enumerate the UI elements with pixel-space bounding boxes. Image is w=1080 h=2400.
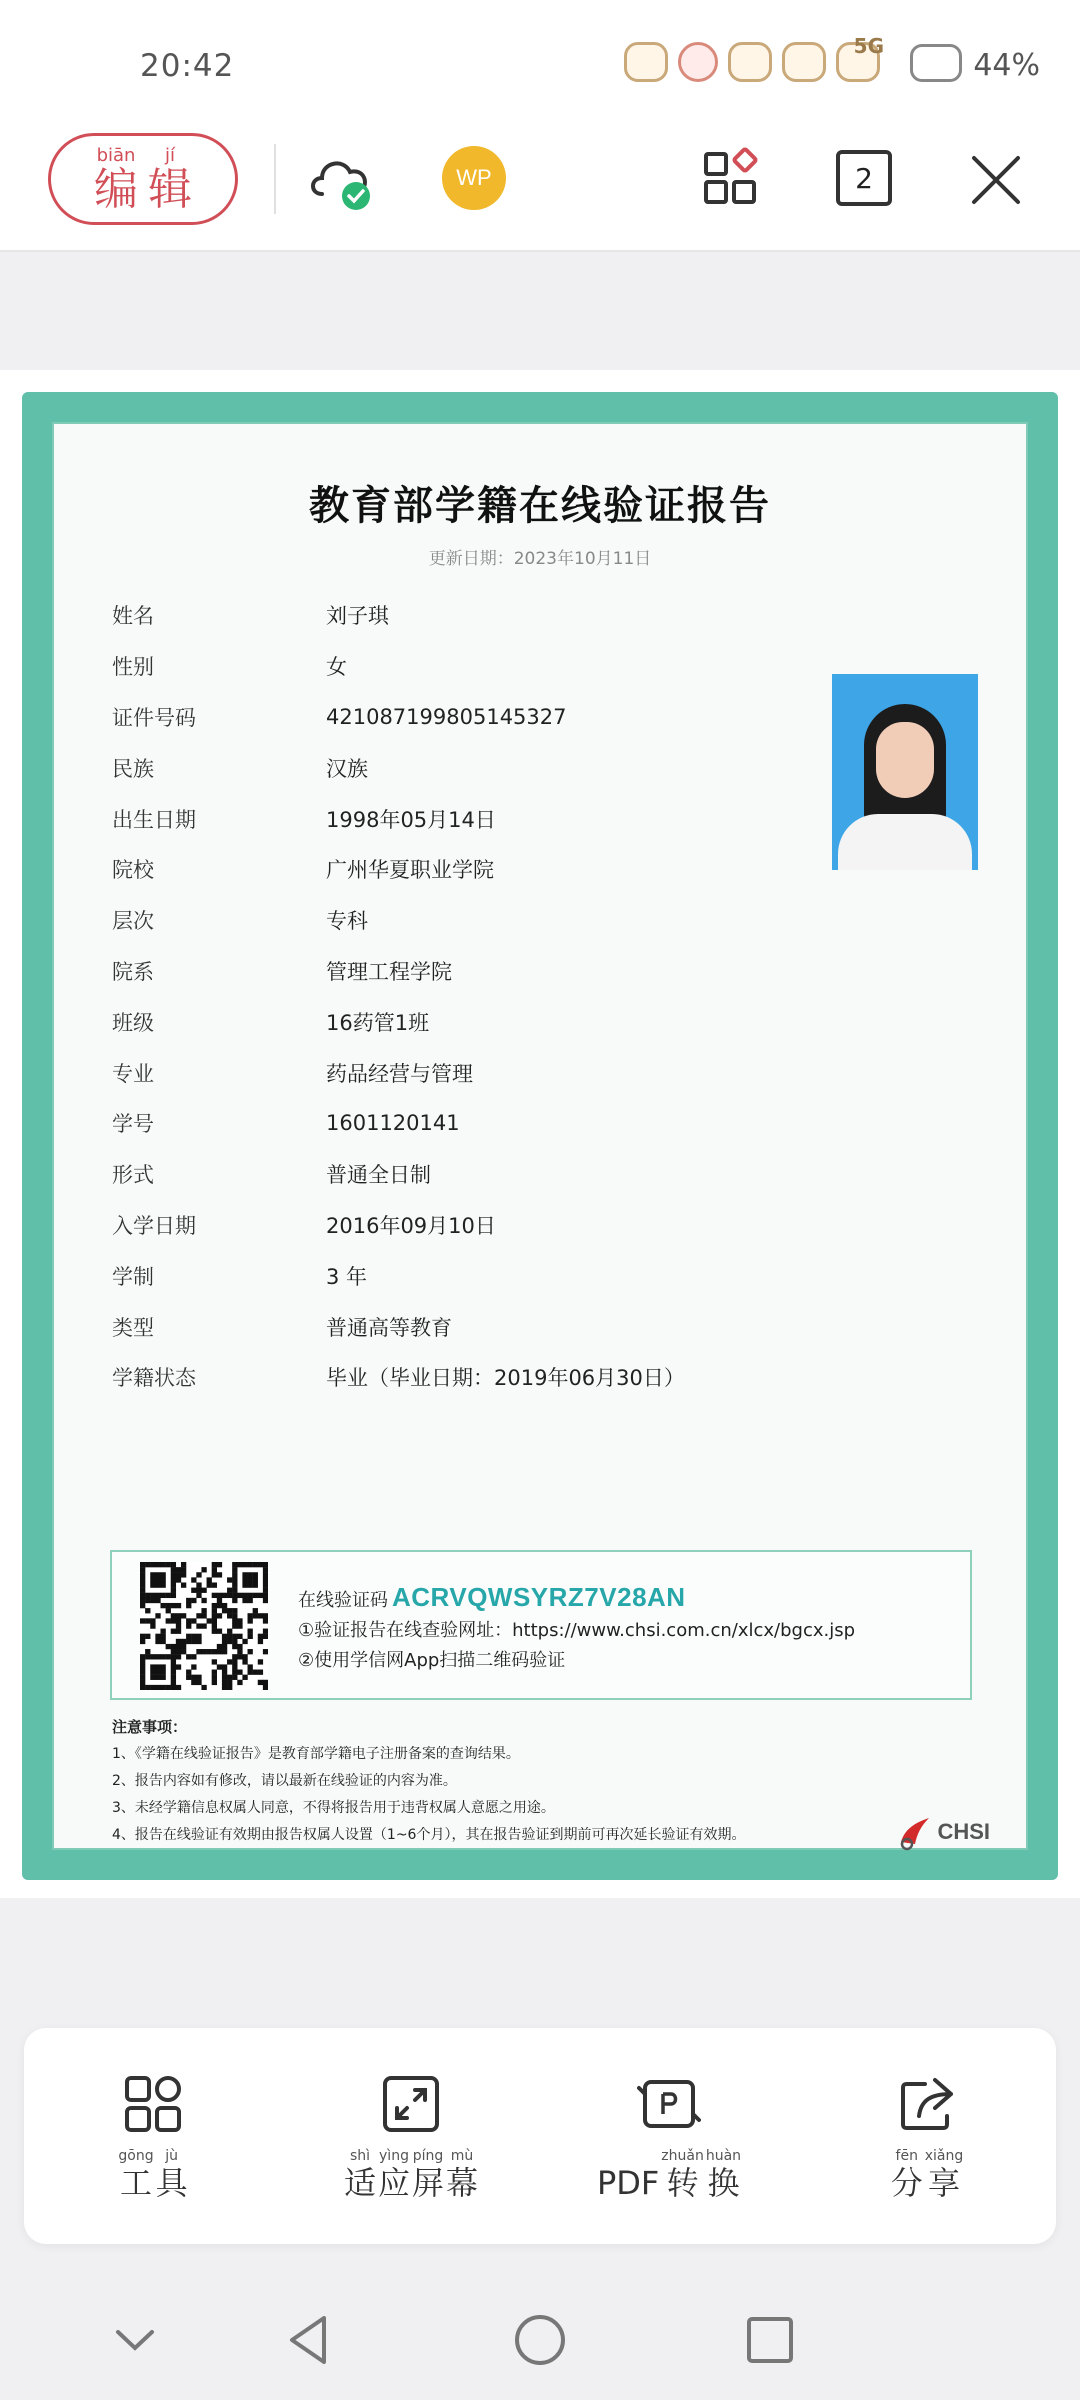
field-value: 1601120141: [326, 1111, 460, 1136]
note-item: 3、未经学籍信息权属人同意，不得将报告用于违背权属人意愿之用途。: [112, 1800, 555, 1816]
field-label: 学籍状态: [112, 1366, 196, 1391]
note-item: 1、《学籍在线验证报告》是教育部学籍电子注册备案的查询结果。: [112, 1746, 520, 1762]
field-label: 类型: [112, 1315, 154, 1340]
field-label: 民族: [112, 756, 154, 781]
avatar[interactable]: WP: [442, 146, 506, 210]
field-row: [112, 793, 912, 844]
qr-code: [140, 1562, 268, 1690]
field-label: 入学日期: [112, 1213, 196, 1238]
field-row: [112, 946, 912, 997]
notes: [112, 1714, 745, 1849]
share-button[interactable]: fēn 分 xiǎng 享: [798, 2028, 1056, 2244]
field-label: 形式: [112, 1163, 154, 1188]
update-date: 更新日期：2023年10月11日: [428, 549, 652, 569]
fit-screen-label-char: 幕: [446, 2164, 479, 2202]
fit-screen-icon: [379, 2072, 443, 2136]
top-toolbar: [0, 130, 1080, 252]
field-value: 刘子琪: [326, 604, 389, 629]
notification-app-icon: [624, 42, 668, 82]
student-photo: [832, 674, 978, 870]
apps-icon[interactable]: [700, 146, 764, 210]
field-label: 学号: [112, 1112, 154, 1137]
tools-icon: [121, 2072, 185, 2136]
field-label: 学制: [112, 1264, 154, 1289]
certificate: [52, 422, 1028, 1850]
field-label: 性别: [112, 655, 154, 680]
status-bar: [0, 0, 1080, 130]
status-notification-icons: [624, 42, 880, 82]
document-page[interactable]: [0, 370, 1080, 1898]
field-row: [112, 1301, 912, 1352]
chsi-logo: CHSI: [895, 1812, 990, 1852]
chevron-down-icon[interactable]: [110, 2310, 160, 2370]
notes-title: 注意事项：: [112, 1718, 188, 1736]
field-label: 院校: [112, 858, 154, 883]
share-icon: [895, 2072, 959, 2136]
edit-label-char: 辑: [148, 164, 192, 215]
field-value: 3 年: [326, 1264, 368, 1289]
field-label: 专业: [112, 1061, 154, 1086]
chsi-bird-icon: [895, 1812, 935, 1852]
field-label: 证件号码: [112, 705, 196, 730]
cloud-synced-icon[interactable]: [306, 148, 376, 214]
field-label: 出生日期: [112, 807, 196, 832]
field-value: 2016年09月10日: [326, 1213, 496, 1238]
field-value: 专科: [326, 909, 368, 934]
notification-app-icon: [728, 42, 772, 82]
pdf-convert-icon: [637, 2072, 701, 2136]
home-icon[interactable]: [510, 2310, 570, 2370]
certificate-title: 教育部学籍在线验证报告: [309, 483, 771, 529]
system-nav-bar: [0, 2280, 1080, 2400]
field-value: 广州华夏职业学院: [326, 858, 494, 883]
close-icon[interactable]: [966, 150, 1026, 210]
field-value: 汉族: [326, 756, 368, 781]
pdf-convert-label-char: 换: [707, 2164, 740, 2202]
fit-screen-button[interactable]: shì 适 yìng 应 píng 屏 mù 幕: [282, 2028, 540, 2244]
fit-screen-label-char: 应: [377, 2164, 410, 2202]
field-row: [112, 1250, 912, 1301]
verify-app-line: ②使用学信网App扫描二维码验证: [298, 1650, 566, 1671]
student-info-fields: [112, 590, 912, 1403]
verify-url-line: ①验证报告在线查验网址：https://www.chsi.com.cn/xlcx/bgcx.jsp: [298, 1620, 856, 1641]
verify-code: ACRVQWSYRZ7V28AN: [392, 1582, 686, 1612]
field-value: 1998年05月14日: [326, 807, 496, 832]
field-value: 药品经营与管理: [326, 1061, 473, 1086]
toolbar-divider: [274, 144, 276, 214]
field-label: 层次: [112, 909, 154, 934]
edit-button[interactable]: biān 编 jí 辑: [48, 133, 238, 225]
back-icon[interactable]: [280, 2310, 340, 2370]
tools-label-char: 具: [155, 2164, 188, 2202]
verification-box: [110, 1550, 972, 1700]
fit-screen-label-char: 屏: [412, 2164, 445, 2202]
field-label: 院系: [112, 959, 154, 984]
field-row: [112, 895, 912, 946]
field-row: [112, 1098, 912, 1149]
page-count-button[interactable]: 2: [836, 150, 892, 206]
field-row: [112, 692, 912, 743]
field-label: 姓名: [112, 604, 154, 629]
pdf-convert-label-char: 转: [666, 2164, 699, 2202]
recents-icon[interactable]: [740, 2310, 800, 2370]
field-row: [112, 1352, 912, 1403]
battery-icon: [910, 44, 962, 82]
field-label: 班级: [112, 1010, 154, 1035]
share-label-char: 分: [890, 2164, 923, 2202]
field-value: 普通全日制: [326, 1163, 431, 1188]
pdf-convert-button[interactable]: PDF zhuǎn 转 huàn 换: [540, 2028, 798, 2244]
field-row: [112, 1149, 912, 1200]
note-item: 2、报告内容如有修改，请以最新在线验证的内容为准。: [112, 1773, 457, 1789]
field-row: [112, 844, 912, 895]
share-label-char: 享: [928, 2164, 961, 2202]
field-row: [112, 641, 912, 692]
field-row: [112, 996, 912, 1047]
fit-screen-label-char: 适: [343, 2164, 376, 2202]
edit-label-char: 编: [94, 164, 138, 215]
status-time: 20:42: [140, 48, 235, 84]
network-type: 5G: [853, 34, 884, 58]
bottom-action-bar: [24, 2028, 1056, 2244]
field-row: [112, 742, 912, 793]
field-value: 毕业（毕业日期：2019年06月30日）: [326, 1366, 685, 1391]
field-value: 管理工程学院: [326, 959, 452, 984]
signal-icon: [782, 42, 826, 82]
certificate-border: [22, 392, 1058, 1880]
pdf-label: PDF: [596, 2164, 660, 2202]
verify-code-label: 在线验证码: [298, 1590, 388, 1611]
field-row: [112, 1047, 912, 1098]
field-value: 普通高等教育: [326, 1315, 452, 1340]
alarm-icon: [678, 42, 718, 82]
tools-label-char: 工: [119, 2164, 152, 2202]
field-row: [112, 1200, 912, 1251]
field-value: 421087199805145327: [326, 704, 567, 729]
field-value: 16药管1班: [326, 1010, 430, 1035]
field-row: [112, 590, 912, 641]
note-item: 4、报告在线验证有效期由报告权属人设置（1~6个月），其在报告验证到期前可再次延长验证有效期。: [112, 1827, 746, 1843]
field-value: 女: [326, 655, 347, 680]
battery-percent: 44%: [973, 48, 1040, 83]
tools-button[interactable]: gōng 工 jù 具: [24, 2028, 282, 2244]
